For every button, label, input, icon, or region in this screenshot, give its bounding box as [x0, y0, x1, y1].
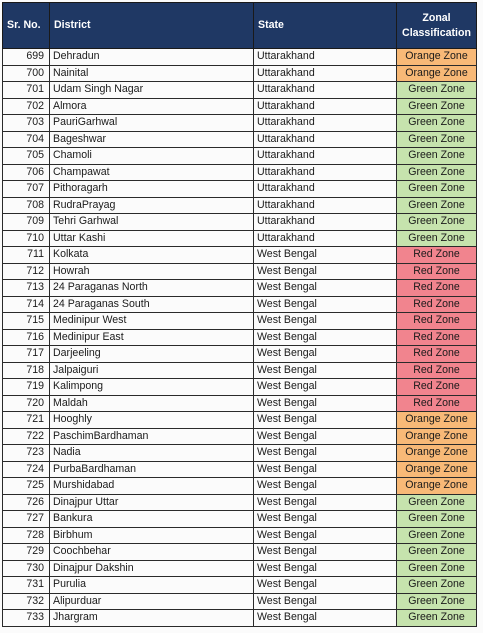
district-cell: Birbhum: [50, 527, 254, 544]
table-body: [3, 49, 477, 627]
zone-cell: Green Zone: [397, 164, 477, 181]
district-cell: PaschimBardhaman: [50, 428, 254, 445]
sr-no-cell: 704: [3, 131, 50, 148]
zone-cell: Green Zone: [397, 494, 477, 511]
state-cell: Uttarakhand: [254, 148, 397, 165]
table-row: [3, 329, 477, 346]
sr-no-cell: 719: [3, 379, 50, 396]
sr-no-cell: 722: [3, 428, 50, 445]
district-cell: Jalpaiguri: [50, 362, 254, 379]
zone-cell: Orange Zone: [397, 428, 477, 445]
state-cell: West Bengal: [254, 412, 397, 429]
district-cell: Kalimpong: [50, 379, 254, 396]
sr-no-cell: 705: [3, 148, 50, 165]
state-cell: Uttarakhand: [254, 131, 397, 148]
state-cell: West Bengal: [254, 428, 397, 445]
table-row: [3, 445, 477, 462]
sr-no-cell: 721: [3, 412, 50, 429]
zone-cell: Orange Zone: [397, 412, 477, 429]
table-row: [3, 527, 477, 544]
table-row: [3, 280, 477, 297]
zone-cell: Green Zone: [397, 181, 477, 198]
table-row: [3, 49, 477, 66]
zone-cell: Green Zone: [397, 593, 477, 610]
state-cell: West Bengal: [254, 379, 397, 396]
district-cell: PauriGarhwal: [50, 115, 254, 132]
table-row: [3, 428, 477, 445]
table-row: [3, 82, 477, 99]
state-cell: West Bengal: [254, 395, 397, 412]
state-cell: West Bengal: [254, 511, 397, 528]
zone-cell: Green Zone: [397, 148, 477, 165]
district-cell: Champawat: [50, 164, 254, 181]
district-cell: Purulia: [50, 577, 254, 594]
zone-cell: Orange Zone: [397, 461, 477, 478]
table-header: [3, 3, 477, 49]
sr-no-cell: 726: [3, 494, 50, 511]
header-state: State: [254, 3, 397, 49]
state-cell: West Bengal: [254, 296, 397, 313]
table-row: [3, 164, 477, 181]
table-row: [3, 148, 477, 165]
zone-cell: Red Zone: [397, 280, 477, 297]
table-row: [3, 230, 477, 247]
sr-no-cell: 709: [3, 214, 50, 231]
state-cell: West Bengal: [254, 610, 397, 627]
sr-no-cell: 715: [3, 313, 50, 330]
table-row: [3, 346, 477, 363]
district-cell: Dehradun: [50, 49, 254, 66]
zone-cell: Red Zone: [397, 247, 477, 264]
district-cell: Coochbehar: [50, 544, 254, 561]
sr-no-cell: 729: [3, 544, 50, 561]
state-cell: West Bengal: [254, 346, 397, 363]
state-cell: West Bengal: [254, 263, 397, 280]
district-cell: Maldah: [50, 395, 254, 412]
district-cell: Chamoli: [50, 148, 254, 165]
zone-cell: Red Zone: [397, 362, 477, 379]
district-cell: RudraPrayag: [50, 197, 254, 214]
sr-no-cell: 711: [3, 247, 50, 264]
zone-cell: Orange Zone: [397, 445, 477, 462]
state-cell: West Bengal: [254, 329, 397, 346]
sr-no-cell: 724: [3, 461, 50, 478]
zone-cell: Green Zone: [397, 577, 477, 594]
state-cell: West Bengal: [254, 544, 397, 561]
district-cell: 24 Paraganas North: [50, 280, 254, 297]
zone-cell: Orange Zone: [397, 49, 477, 66]
table-row: [3, 577, 477, 594]
zone-cell: Green Zone: [397, 131, 477, 148]
sr-no-cell: 700: [3, 65, 50, 82]
table-row: [3, 478, 477, 495]
sr-no-cell: 708: [3, 197, 50, 214]
state-cell: West Bengal: [254, 280, 397, 297]
state-cell: Uttarakhand: [254, 82, 397, 99]
header-sr-no: Sr. No.: [3, 3, 50, 49]
district-cell: Darjeeling: [50, 346, 254, 363]
sr-no-cell: 699: [3, 49, 50, 66]
zone-cell: Orange Zone: [397, 65, 477, 82]
table-row: [3, 560, 477, 577]
district-cell: Hooghly: [50, 412, 254, 429]
sr-no-cell: 730: [3, 560, 50, 577]
table-row: [3, 610, 477, 627]
sr-no-cell: 725: [3, 478, 50, 495]
district-cell: 24 Paraganas South: [50, 296, 254, 313]
sr-no-cell: 710: [3, 230, 50, 247]
district-cell: Murshidabad: [50, 478, 254, 495]
state-cell: West Bengal: [254, 362, 397, 379]
table-row: [3, 593, 477, 610]
state-cell: Uttarakhand: [254, 230, 397, 247]
table-row: [3, 115, 477, 132]
sr-no-cell: 712: [3, 263, 50, 280]
table-row: [3, 296, 477, 313]
header-zonal-line1: Zonal: [422, 11, 451, 24]
zone-cell: Green Zone: [397, 82, 477, 99]
state-cell: West Bengal: [254, 527, 397, 544]
zone-cell: Green Zone: [397, 197, 477, 214]
zone-cell: Red Zone: [397, 346, 477, 363]
table-row: [3, 181, 477, 198]
sr-no-cell: 720: [3, 395, 50, 412]
district-cell: Nainital: [50, 65, 254, 82]
state-cell: Uttarakhand: [254, 197, 397, 214]
district-cell: Medinipur West: [50, 313, 254, 330]
table-row: [3, 98, 477, 115]
header-zonal-classification: [397, 3, 477, 49]
state-cell: Uttarakhand: [254, 98, 397, 115]
header-zonal-line2: Classification: [402, 26, 471, 39]
state-cell: West Bengal: [254, 593, 397, 610]
state-cell: West Bengal: [254, 445, 397, 462]
zone-cell: Green Zone: [397, 610, 477, 627]
zone-cell: Orange Zone: [397, 478, 477, 495]
district-cell: Kolkata: [50, 247, 254, 264]
sr-no-cell: 707: [3, 181, 50, 198]
table-row: [3, 247, 477, 264]
zone-cell: Green Zone: [397, 115, 477, 132]
state-cell: West Bengal: [254, 478, 397, 495]
table-row: [3, 461, 477, 478]
district-cell: Nadia: [50, 445, 254, 462]
zone-cell: Red Zone: [397, 263, 477, 280]
table-row: [3, 263, 477, 280]
district-cell: Tehri Garhwal: [50, 214, 254, 231]
sr-no-cell: 731: [3, 577, 50, 594]
state-cell: Uttarakhand: [254, 49, 397, 66]
header-row: [3, 3, 477, 49]
table-row: [3, 544, 477, 561]
sr-no-cell: 706: [3, 164, 50, 181]
header-district: District: [50, 3, 254, 49]
sr-no-cell: 716: [3, 329, 50, 346]
zone-cell: Green Zone: [397, 544, 477, 561]
sr-no-cell: 703: [3, 115, 50, 132]
zone-cell: Red Zone: [397, 329, 477, 346]
state-cell: West Bengal: [254, 461, 397, 478]
district-cell: Udam Singh Nagar: [50, 82, 254, 99]
zonal-classification-table: [2, 2, 477, 627]
table-row: [3, 362, 477, 379]
zone-cell: Red Zone: [397, 379, 477, 396]
table-row: [3, 313, 477, 330]
sr-no-cell: 713: [3, 280, 50, 297]
state-cell: West Bengal: [254, 313, 397, 330]
state-cell: Uttarakhand: [254, 181, 397, 198]
zone-cell: Green Zone: [397, 230, 477, 247]
table-row: [3, 65, 477, 82]
state-cell: Uttarakhand: [254, 115, 397, 132]
district-cell: Howrah: [50, 263, 254, 280]
sr-no-cell: 717: [3, 346, 50, 363]
district-cell: Bankura: [50, 511, 254, 528]
state-cell: Uttarakhand: [254, 164, 397, 181]
table-row: [3, 412, 477, 429]
sr-no-cell: 728: [3, 527, 50, 544]
district-cell: Dinajpur Uttar: [50, 494, 254, 511]
zone-cell: Green Zone: [397, 511, 477, 528]
zone-cell: Green Zone: [397, 527, 477, 544]
sr-no-cell: 714: [3, 296, 50, 313]
zone-cell: Green Zone: [397, 214, 477, 231]
table-row: [3, 214, 477, 231]
sr-no-cell: 701: [3, 82, 50, 99]
district-cell: Pithoragarh: [50, 181, 254, 198]
state-cell: West Bengal: [254, 494, 397, 511]
zone-cell: Green Zone: [397, 98, 477, 115]
district-cell: Medinipur East: [50, 329, 254, 346]
table-row: [3, 131, 477, 148]
sr-no-cell: 723: [3, 445, 50, 462]
district-cell: Uttar Kashi: [50, 230, 254, 247]
table-row: [3, 511, 477, 528]
district-cell: PurbaBardhaman: [50, 461, 254, 478]
district-cell: Jhargram: [50, 610, 254, 627]
table-row: [3, 379, 477, 396]
state-cell: Uttarakhand: [254, 214, 397, 231]
district-cell: Dinajpur Dakshin: [50, 560, 254, 577]
table-row: [3, 197, 477, 214]
table-row: [3, 494, 477, 511]
sr-no-cell: 718: [3, 362, 50, 379]
zone-cell: Red Zone: [397, 395, 477, 412]
district-cell: Bageshwar: [50, 131, 254, 148]
sr-no-cell: 727: [3, 511, 50, 528]
state-cell: West Bengal: [254, 560, 397, 577]
table-row: [3, 395, 477, 412]
zone-cell: Red Zone: [397, 313, 477, 330]
district-cell: Almora: [50, 98, 254, 115]
state-cell: West Bengal: [254, 247, 397, 264]
state-cell: Uttarakhand: [254, 65, 397, 82]
state-cell: West Bengal: [254, 577, 397, 594]
zone-cell: Green Zone: [397, 560, 477, 577]
sr-no-cell: 732: [3, 593, 50, 610]
zone-cell: Red Zone: [397, 296, 477, 313]
sr-no-cell: 702: [3, 98, 50, 115]
district-cell: Alipurduar: [50, 593, 254, 610]
sr-no-cell: 733: [3, 610, 50, 627]
